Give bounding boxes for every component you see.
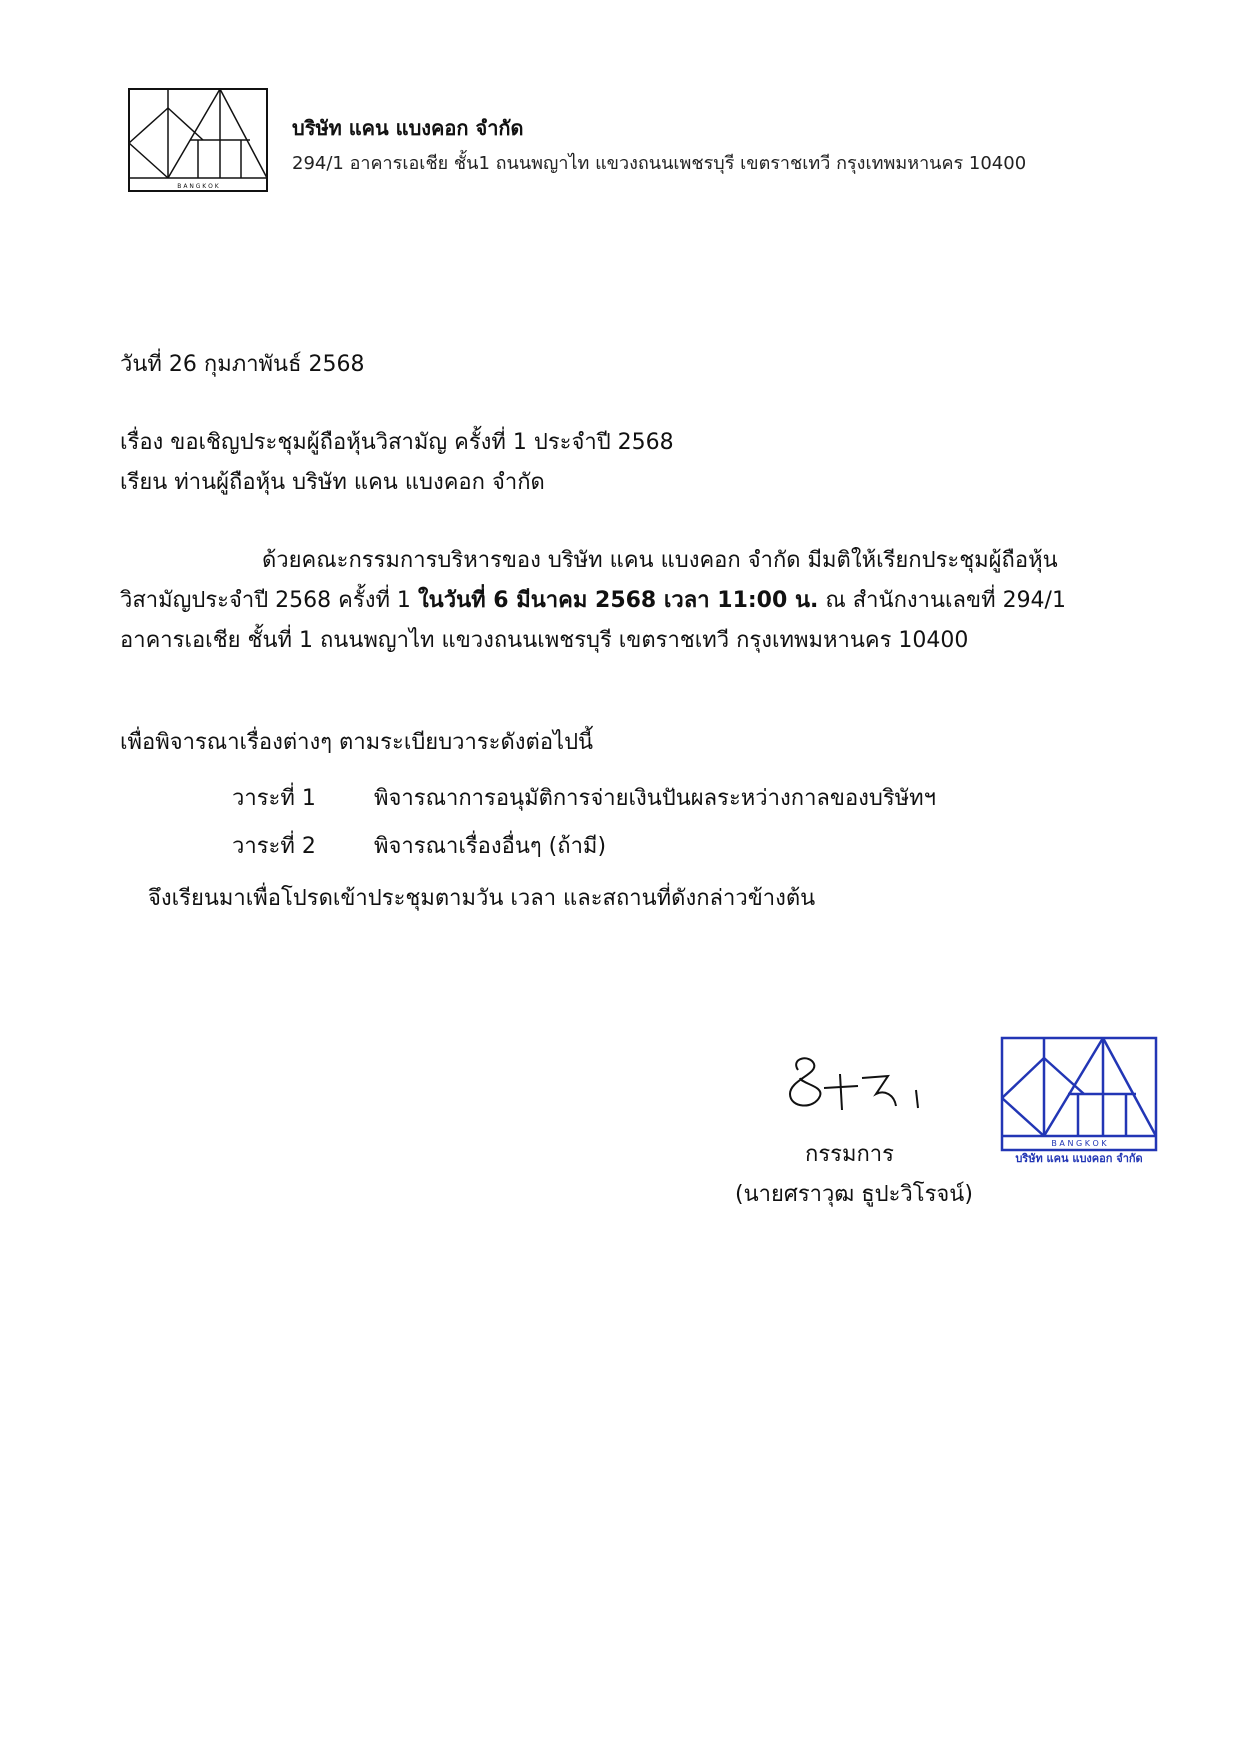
agenda-item-1-label: วาระที่ 1: [232, 786, 316, 811]
letter-subject: เรื่อง ขอเชิญประชุมผู้ถือหุ้นวิสามัญ ครั้งที่ 1 ประจำปี 2568: [120, 430, 674, 455]
body-line-2: [120, 586, 1066, 616]
agenda-item-2-text: พิจารณาเรื่องอื่นๆ (ถ้ามี): [374, 834, 607, 859]
agenda-item-2-label: วาระที่ 2: [232, 834, 316, 859]
meeting-datetime: ในวันที่ 6 มีนาคม 2568 เวลา 11:00 น.: [417, 588, 819, 613]
company-address: 294/1 อาคารเอเชีย ชั้น1 ถนนพญาไท แขวงถนนเพชรบุรี เขตราชเทวี กรุงเทพมหานคร 10400: [292, 153, 1027, 174]
signatory-name: (นายศราวุฒ ธูปะวิโรจน์): [735, 1182, 973, 1207]
body-line-1: ด้วยคณะกรรมการบริหารของ บริษัท แคน แบงคอก จำกัด มีมติให้เรียกประชุมผู้ถือหุ้น: [262, 548, 1058, 573]
company-logo-icon: [128, 88, 268, 192]
letter-recipient: เรียน ท่านผู้ถือหุ้น บริษัท แคน แบงคอก จำกัด: [120, 470, 545, 495]
stamp-company-text: บริษัท แคน แบงคอก จำกัด: [1015, 1152, 1143, 1165]
closing-line: จึงเรียนมาเพื่อโปรดเข้าประชุมตามวัน เวลา และสถานที่ดังกล่าวข้างต้น: [148, 886, 816, 911]
body-line-2-start: วิสามัญประจำปี 2568 ครั้งที่ 1: [120, 588, 418, 613]
company-stamp-icon: [1000, 1036, 1158, 1166]
agenda-item-1-text: พิจารณาการอนุมัติการจ่ายเงินปันผลระหว่างกาลของบริษัทฯ: [374, 786, 937, 811]
company-name: บริษัท แคน แบงคอก จำกัด: [292, 116, 524, 140]
body-line-2-end: ณ สำนักงานเลขที่ 294/1: [818, 588, 1066, 613]
letter-date: วันที่ 26 กุมภาพันธ์ 2568: [120, 352, 365, 377]
signatory-title: กรรมการ: [805, 1142, 894, 1167]
agenda-intro: เพื่อพิจารณาเรื่องต่างๆ ตามระเบียบวาระดังต่อไปนี้: [120, 730, 594, 755]
handwritten-signature-icon: [780, 1050, 930, 1120]
body-line-3: อาคารเอเชีย ชั้นที่ 1 ถนนพญาไท แขวงถนนเพชรบุรี เขตราชเทวี กรุงเทพมหานคร 10400: [120, 628, 969, 653]
stamp-logo-text: B A N G K O K: [1051, 1139, 1107, 1148]
logo-text: B A N G K O K: [177, 183, 219, 190]
